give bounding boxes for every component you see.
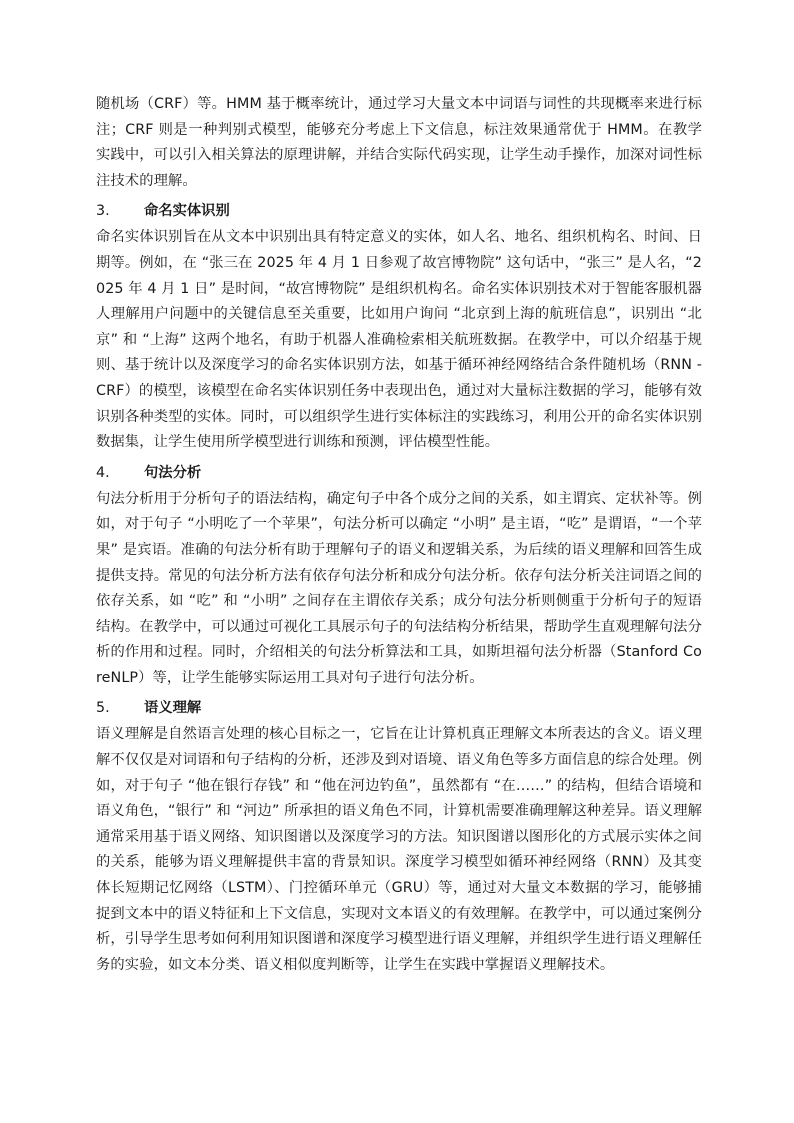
section-number: 3. <box>96 203 110 220</box>
intro-paragraph: 随机场（CRF）等。HMM 基于概率统计，通过学习大量文本中词语与词性的共现概率来进行标注；CRF 则是一种判别式模型，能够充分考虑上下文信息，标注效果通常优于 HMM。在教学实践中，可以引入相关算法的原理讲解，并结合实际代码实现，让学生动手操作，加深对词性标注技术的理解。 <box>96 96 702 189</box>
section-title: 句法分析 <box>144 464 202 481</box>
section-number: 5. <box>96 700 110 717</box>
section-body-semantic-understanding: 语义理解是自然语言处理的核心目标之一，它旨在让计算机真正理解文本所表达的含义。语义理解不仅仅是对词语和句子结构的分析，还涉及到对语境、语义角色等多方面信息的综合处理。例如，对于句子 “他在银行存钱” 和 “他在河边钓鱼”，虽然都有 “在……” 的结构，但结合语境和语义角色，“银行” 和 “河边” 所承担的语义角色不同，计算机需要准确理解这种差异。语义理解通常采用基于语义网络、知识图谱以及深度学习的方法。知识图谱以图形化的方式展示实体之间的关系，能够为语义理解提供丰富的背景知识。深度学习模型如循环神经网络（RNN）及其变体长短期记忆网络（LSTM）、门控循环单元（GRU）等，通过对大量文本数据的学习，能够捕捉到文本中的语义特征和上下文信息，实现对文本语义的有效理解。在教学中，可以通过案例分析，引导学生思考如何利用知识图谱和深度学习模型进行语义理解，并组织学生进行语义理解任务的实验，如文本分类、语义相似度判断等，让学生在实践中掌握语义理解技术。 <box>96 726 702 973</box>
section-number: 4. <box>96 464 110 481</box>
section-body-syntax-analysis: 句法分析用于分析句子的语法结构，确定句子中各个成分之间的关系，如主谓宾、定状补等。例如，对于句子 “小明吃了一个苹果”，句法分析可以确定 “小明” 是主语，“吃” 是谓语，“一个苹果” 是宾语。准确的句法分析有助于理解句子的语义和逻辑关系，为后续的语义理解和回答生成提供支持。常见的句法分析方法有依存句法分析和成分句法分析。依存句法分析关注词语之间的依存关系，如 “吃” 和 “小明” 之间存在主谓依存关系；成分句法分析则侧重于分析句子的短语结构。在教学中，可以通过可视化工具展示句子的句法结构分析结果，帮助学生直观理解句法分析的作用和过程。同时，介绍相关的句法分析算法和工具，如斯坦福句法分析器（Stanford CoreNLP）等，让学生能够实际运用工具对句子进行句法分析。 <box>96 490 702 686</box>
section-heading-named-entity <box>96 198 702 225</box>
section-heading-syntax-analysis <box>96 460 702 487</box>
section-title: 语义理解 <box>144 700 202 717</box>
section-heading-semantic-understanding <box>96 695 702 722</box>
section-title: 命名实体识别 <box>144 203 230 220</box>
document-page <box>96 92 702 978</box>
section-body-named-entity: 命名实体识别旨在从文本中识别出具有特定意义的实体，如人名、地名、组织机构名、时间、日期等。例如，在 “张三在 2025 年 4 月 1 日参观了故宫博物院” 这句话中，“张三” 是人名，“2025 年 4 月 1 日” 是时间，“故宫博物院” 是组织机构名。命名实体识别技术对于智能客服机器人理解用户问题中的关键信息至关重要，比如用户询问 “北京到上海的航班信息”，识别出 “北京” 和 “上海” 这两个地名，有助于机器人准确检索相关航班数据。在教学中，可以介绍基于规则、基于统计以及深度学习的命名实体识别方法，如基于循环神经网络结合条件随机场（RNN - CRF）的模型，该模型在命名实体识别任务中表现出色，通过对大量标注数据的学习，能够有效识别各种类型的实体。同时，可以组织学生进行实体标注的实践练习，利用公开的命名实体识别数据集，让学生使用所学模型进行训练和预测，评估模型性能。 <box>96 229 702 451</box>
